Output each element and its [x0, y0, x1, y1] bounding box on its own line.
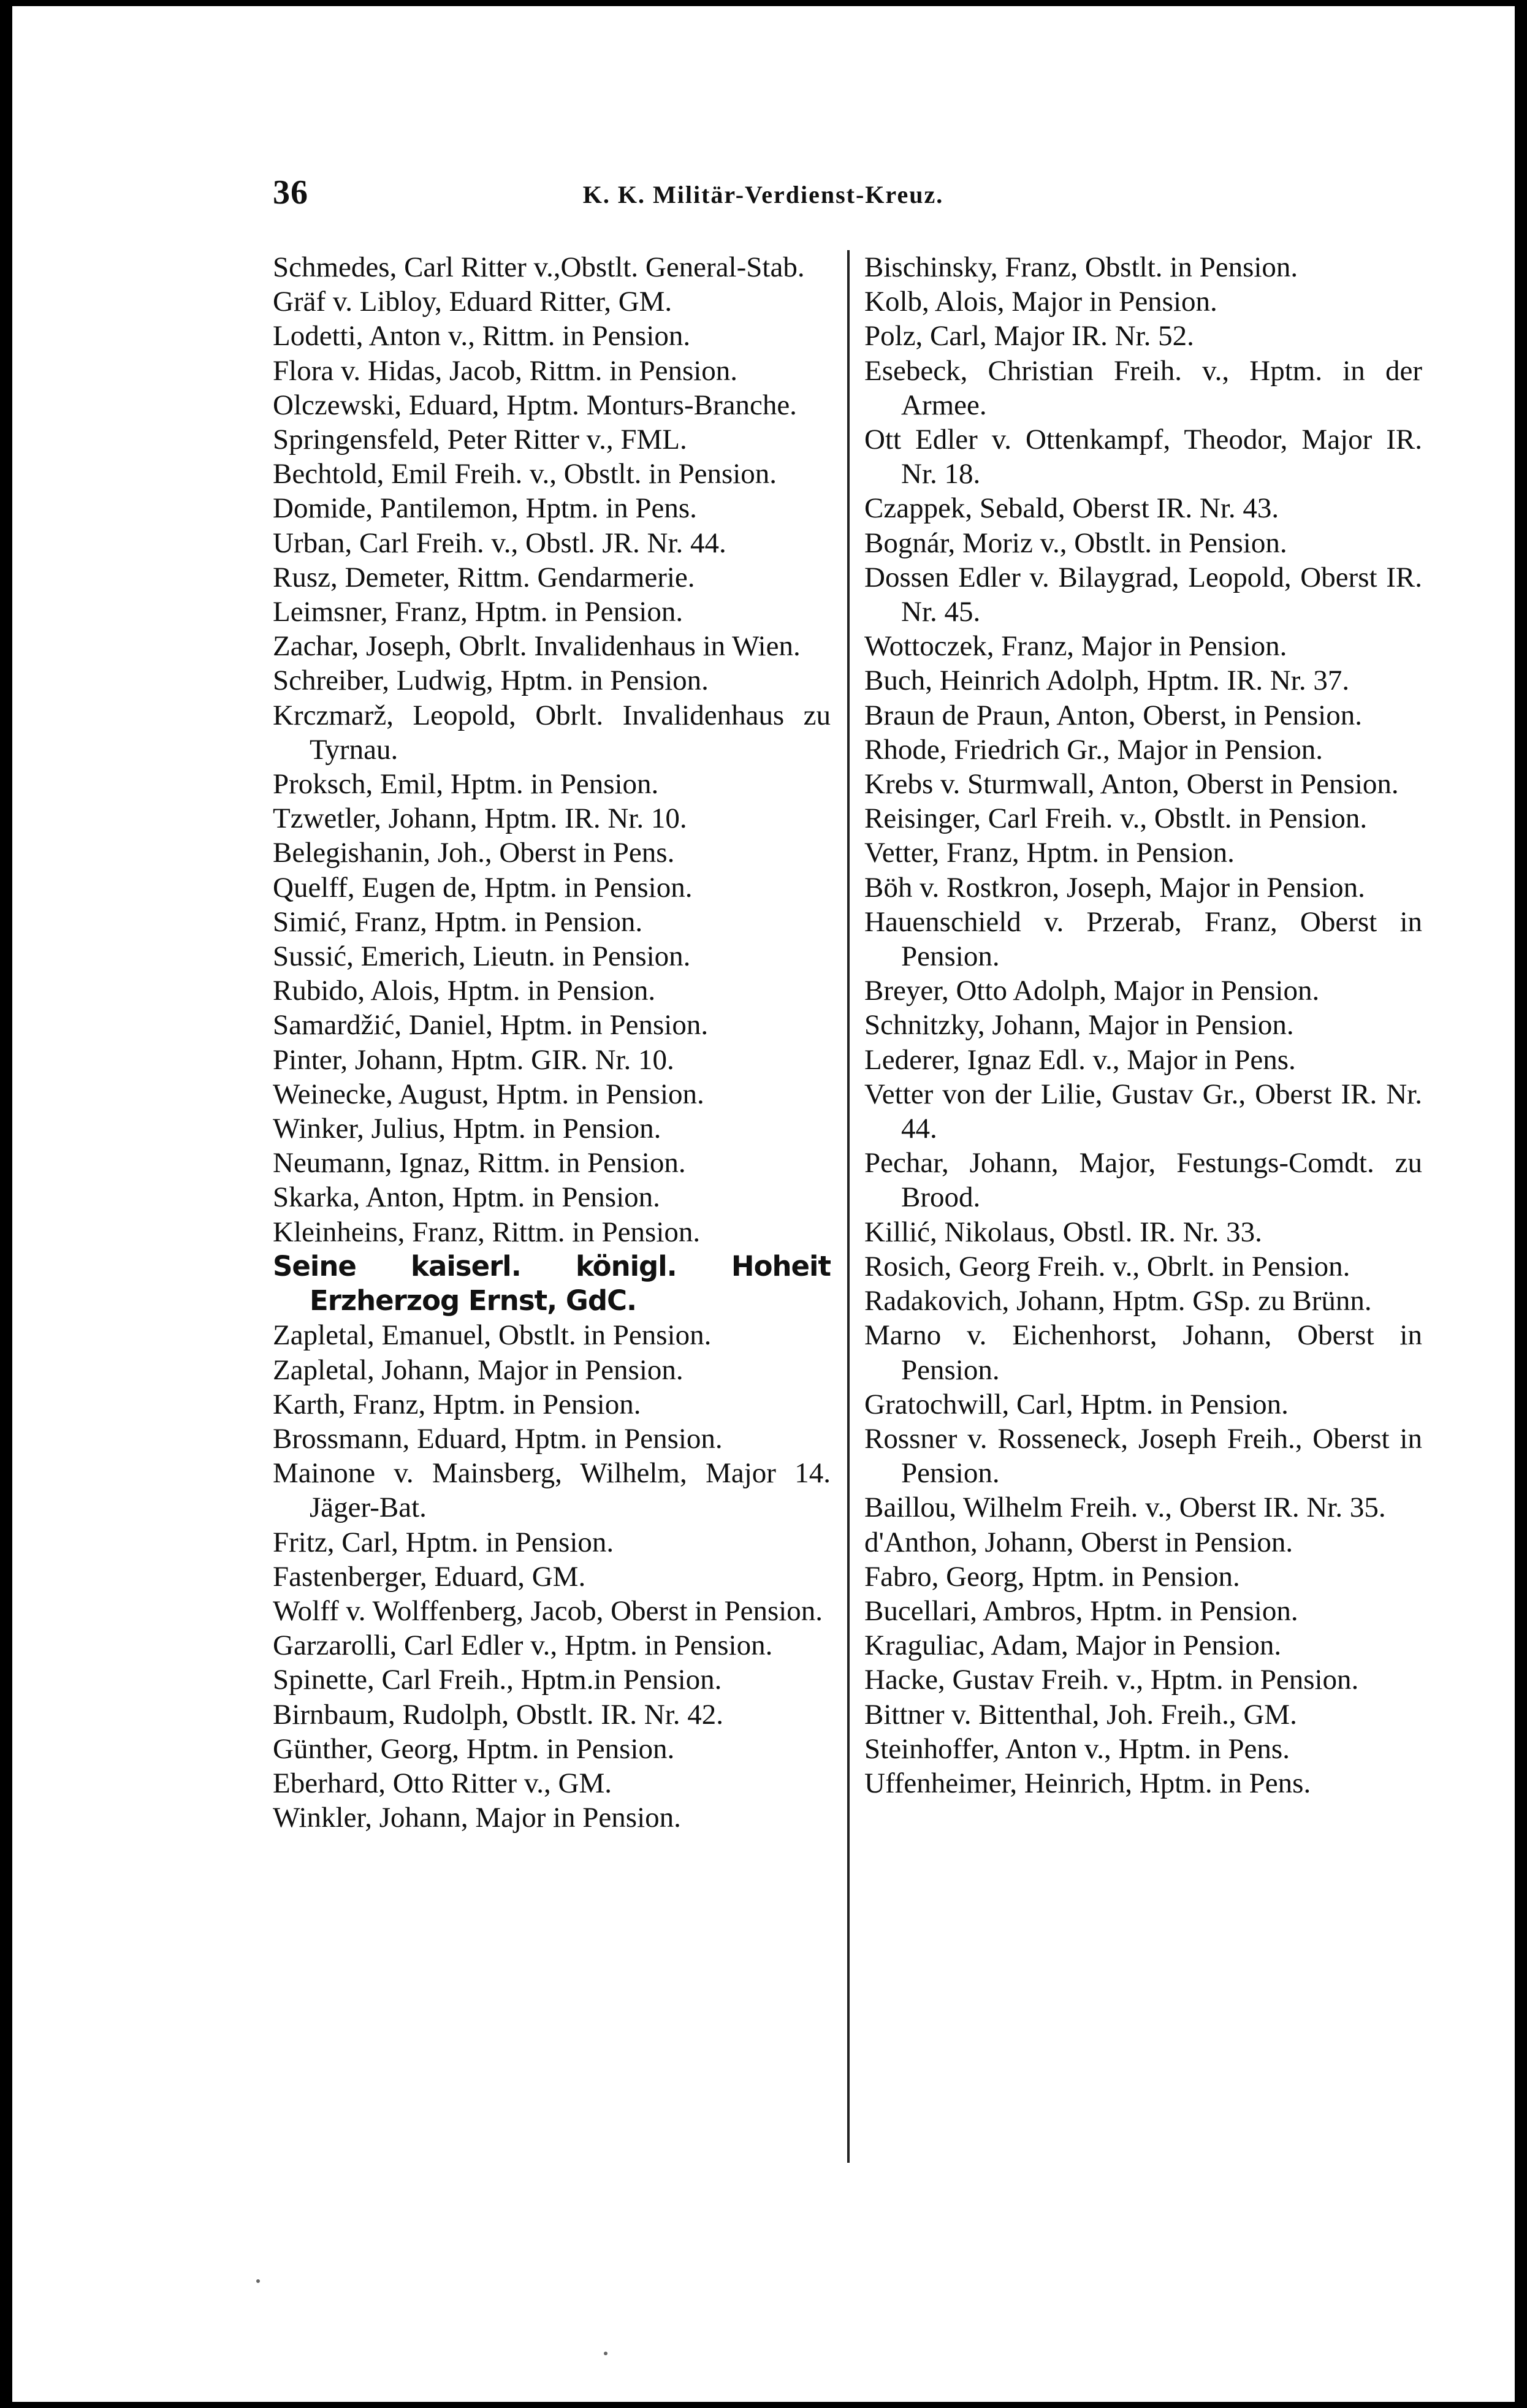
two-column-list — [273, 250, 1450, 2175]
list-entry: Bechtold, Emil Freih. v., Obstlt. in Pension. — [273, 458, 777, 490]
list-entry: Lederer, Ignaz Edl. v., Major in Pens. — [864, 1043, 1296, 1076]
list-entry: Marno v. Eichenhorst, Johann, Oberst in Pension. — [864, 1319, 1422, 1386]
list-entry: Rossner v. Rosseneck, Joseph Freih., Oberst in Pension. — [864, 1422, 1422, 1490]
list-entry: Polz, Carl, Major IR. Nr. 52. — [864, 320, 1194, 352]
list-entry: Neumann, Ignaz, Rittm. in Pension. — [273, 1147, 686, 1179]
list-entry: Eberhard, Otto Ritter v., GM. — [273, 1767, 612, 1799]
list-entry: Schreiber, Ludwig, Hptm. in Pension. — [273, 665, 709, 697]
list-entry: Zapletal, Emanuel, Obstlt. in Pension. — [273, 1319, 712, 1352]
list-entry: Czappek, Sebald, Oberst IR. Nr. 43. — [864, 492, 1279, 525]
list-entry: Krebs v. Sturmwall, Anton, Oberst in Pension. — [864, 768, 1399, 801]
left-column — [273, 250, 831, 1835]
list-entry: Karth, Franz, Hptm. in Pension. — [273, 1388, 641, 1420]
list-entry: Fastenberger, Eduard, GM. — [273, 1560, 586, 1593]
list-entry: Kleinheins, Franz, Rittm. in Pension. — [273, 1216, 701, 1248]
list-entry: Pechar, Johann, Major, Festungs-Comdt. zu Brood. — [864, 1147, 1422, 1214]
list-entry: Rubido, Alois, Hptm. in Pension. — [273, 975, 656, 1007]
list-entry: Baillou, Wilhelm Freih. v., Oberst IR. Nr. 35. — [864, 1492, 1386, 1524]
list-entry: Gräf v. Libloy, Eduard Ritter, GM. — [273, 286, 672, 318]
list-entry: Spinette, Carl Freih., Hptm.in Pension. — [273, 1664, 722, 1696]
list-entry: Steinhoffer, Anton v., Hptm. in Pens. — [864, 1732, 1290, 1765]
page-number: 36 — [273, 173, 308, 211]
list-entry: Gratochwill, Carl, Hptm. in Pension. — [864, 1388, 1289, 1420]
list-entry: Krczmarž, Leopold, Obrlt. Invalidenhaus zu Tyrnau. — [273, 699, 831, 766]
list-entry: Springensfeld, Peter Ritter v., FML. — [273, 424, 687, 456]
list-entry: Olczewski, Eduard, Hptm. Monturs-Branche. — [273, 389, 797, 421]
list-entry: Bischinsky, Franz, Obstlt. in Pension. — [864, 251, 1298, 283]
list-entry: Winker, Julius, Hptm. in Pension. — [273, 1113, 661, 1145]
list-entry: Flora v. Hidas, Jacob, Rittm. in Pension. — [273, 354, 738, 387]
list-entry: Fabro, Georg, Hptm. in Pension. — [864, 1560, 1240, 1593]
list-entry: Bittner v. Bittenthal, Joh. Freih., GM. — [864, 1698, 1297, 1731]
column-rule — [847, 250, 850, 2163]
list-entry: Lodetti, Anton v., Rittm. in Pension. — [273, 320, 691, 352]
list-entry: Fritz, Carl, Hptm. in Pension. — [273, 1526, 614, 1558]
list-entry: Vetter von der Lilie, Gustav Gr., Oberst IR. Nr. 44. — [864, 1078, 1422, 1145]
page-header — [273, 173, 1254, 222]
list-entry: Buch, Heinrich Adolph, Hptm. IR. Nr. 37. — [864, 665, 1350, 697]
list-entry: Günther, Georg, Hptm. in Pension. — [273, 1732, 675, 1765]
list-entry: Pinter, Johann, Hptm. GIR. Nr. 10. — [273, 1043, 674, 1076]
list-entry: Hauenschield v. Przerab, Franz, Oberst in Pension. — [864, 905, 1422, 973]
list-entry: Kolb, Alois, Major in Pension. — [864, 286, 1217, 318]
list-entry: Samardžić, Daniel, Hptm. in Pension. — [273, 1009, 709, 1042]
scan-speck — [604, 2352, 607, 2355]
list-entry: Simić, Franz, Hptm. in Pension. — [273, 905, 643, 938]
list-entry: Garzarolli, Carl Edler v., Hptm. in Pension. — [273, 1629, 773, 1662]
list-entry: Rhode, Friedrich Gr., Major in Pension. — [864, 733, 1323, 766]
list-entry: Rusz, Demeter, Rittm. Gendarmerie. — [273, 561, 695, 593]
right-column — [864, 250, 1422, 1800]
list-entry: Belegishanin, Joh., Oberst in Pens. — [273, 837, 675, 869]
list-entry: Skarka, Anton, Hptm. in Pension. — [273, 1181, 660, 1214]
list-entry: Radakovich, Johann, Hptm. GSp. zu Brünn. — [864, 1285, 1372, 1317]
list-entry: d'Anthon, Johann, Oberst in Pension. — [864, 1526, 1293, 1558]
list-entry: Leimsner, Franz, Hptm. in Pension. — [273, 596, 684, 628]
list-entry: Zapletal, Johann, Major in Pension. — [273, 1354, 684, 1386]
list-entry: Bucellari, Ambros, Hptm. in Pension. — [864, 1595, 1298, 1627]
running-head: K. K. Militär-Verdienst-Kreuz. — [582, 181, 944, 208]
list-entry: Schmedes, Carl Ritter v.,Obstlt. General-Stab. — [273, 251, 805, 283]
list-entry: Ott Edler v. Ottenkampf, Theodor, Major IR. Nr. 18. — [864, 424, 1422, 490]
list-entry: Sussić, Emerich, Lieutn. in Pension. — [273, 940, 691, 973]
list-entry: Weinecke, August, Hptm. in Pension. — [273, 1078, 704, 1110]
list-entry: Urban, Carl Freih. v., Obstl. JR. Nr. 44. — [273, 527, 726, 559]
list-entry: Reisinger, Carl Freih. v., Obstlt. in Pension. — [864, 802, 1368, 835]
list-entry: Quelff, Eugen de, Hptm. in Pension. — [273, 871, 693, 904]
list-entry: Rosich, Georg Freih. v., Obrlt. in Pension. — [864, 1250, 1350, 1282]
list-entry: Winkler, Johann, Major in Pension. — [273, 1802, 681, 1834]
scan-speck — [256, 2279, 260, 2283]
list-entry: Tzwetler, Johann, Hptm. IR. Nr. 10. — [273, 802, 687, 835]
list-entry: Uffenheimer, Heinrich, Hptm. in Pens. — [864, 1767, 1311, 1799]
list-entry: Braun de Praun, Anton, Oberst, in Pension. — [864, 699, 1362, 731]
list-entry: Böh v. Rostkron, Joseph, Major in Pension. — [864, 871, 1365, 904]
list-entry: Birnbaum, Rudolph, Obstlt. IR. Nr. 42. — [273, 1698, 724, 1731]
list-entry: Dossen Edler v. Bilaygrad, Leopold, Oberst IR. Nr. 45. — [864, 561, 1422, 628]
list-entry: Schnitzky, Johann, Major in Pension. — [864, 1009, 1294, 1042]
list-entry: Domide, Pantilemon, Hptm. in Pens. — [273, 492, 697, 525]
list-entry: Zachar, Joseph, Obrlt. Invalidenhaus in Wien. — [273, 630, 801, 663]
list-entry: Killić, Nikolaus, Obstl. IR. Nr. 33. — [864, 1216, 1262, 1248]
list-entry: Kraguliac, Adam, Major in Pension. — [864, 1629, 1282, 1662]
list-entry: Vetter, Franz, Hptm. in Pension. — [864, 837, 1235, 869]
list-entry: Hacke, Gustav Freih. v., Hptm. in Pension. — [864, 1664, 1359, 1696]
list-entry: Wolff v. Wolffenberg, Jacob, Oberst in Pension. — [273, 1595, 823, 1627]
list-entry: Mainone v. Mainsberg, Wilhelm, Major 14. Jäger-Bat. — [273, 1457, 831, 1524]
list-entry: Seine kaiserl. königl. Hoheit Erzherzog Ernst, GdC. — [273, 1249, 831, 1317]
list-entry: Esebeck, Christian Freih. v., Hptm. in der Armee. — [864, 354, 1422, 421]
list-entry: Brossmann, Eduard, Hptm. in Pension. — [273, 1422, 723, 1455]
list-entry: Breyer, Otto Adolph, Major in Pension. — [864, 975, 1320, 1007]
list-entry: Bognár, Moriz v., Obstlt. in Pension. — [864, 527, 1287, 559]
list-entry: Wottoczek, Franz, Major in Pension. — [864, 630, 1287, 663]
list-entry: Proksch, Emil, Hptm. in Pension. — [273, 768, 659, 801]
